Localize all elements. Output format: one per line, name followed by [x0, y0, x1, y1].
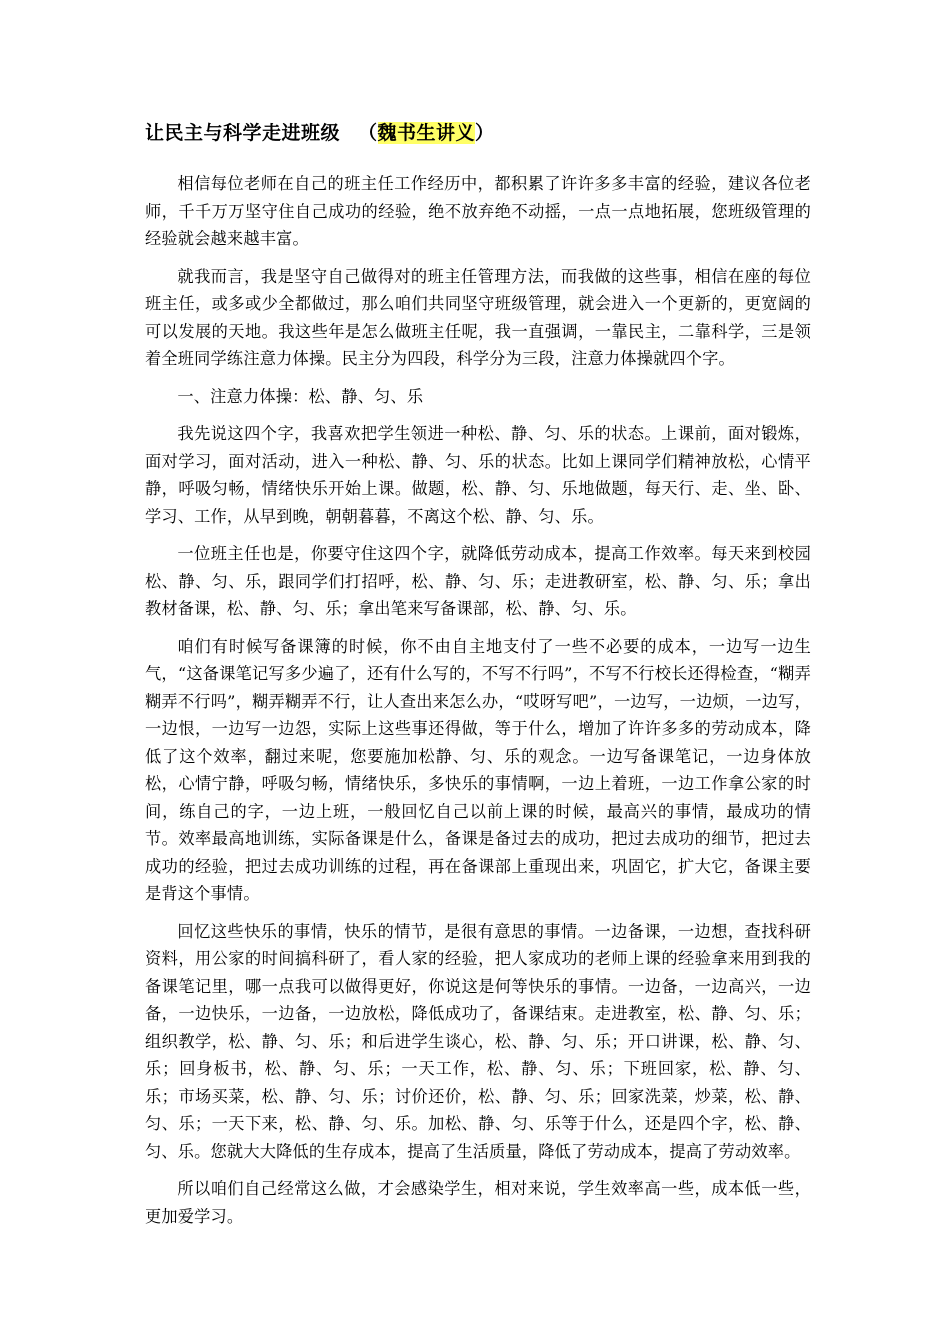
title-close-paren: ） — [475, 122, 495, 144]
paragraph-2: 就我而言，我是坚守自己做得对的班主任管理方法，而我做的这些事，相信在座的每位班主任，或多或少全都做过，那么咱们共同坚守班级管理，就会进入一个更新的，更宽阔的可以发展的天地。我这些年是怎么做班主任呢，我一直强调，一靠民主，二靠科学，三是领着全班同学练注意力体操。民主分为四段，科学分为三段，注意力体操就四个字。 — [145, 266, 811, 368]
document-page — [145, 118, 811, 1240]
paragraph-3: 我先说这四个字，我喜欢把学生领进一种松、静、匀、乐的状态。上课前，面对锻炼，面对学习，面对活动，进入一种松、静、匀、乐的状态。比如上课同学们精神放松，心情平静，呼吸匀畅，情绪快乐开始上课。做题，松、静、匀、乐地做题，每天行、走、坐、卧、学习、工作，从早到晚，朝朝暮暮，不离这个松、静、匀、乐。 — [145, 424, 811, 526]
paragraph-1: 相信每位老师在自己的班主任工作经历中，都积累了许许多多丰富的经验，建议各位老师，千千万万坚守住自己成功的经验，绝不放弃绝不动摇，一点一点地拓展，您班级管理的经验就会越来越丰富。 — [145, 174, 811, 248]
paragraph-7: 所以咱们自己经常这么做，才会感染学生，相对来说，学生效率高一些，成本低一些，更加爱学习。 — [145, 1179, 811, 1226]
paragraph-6: 回忆这些快乐的事情，快乐的情节，是很有意思的事情。一边备课，一边想，查找科研资料，用公家的时间搞科研了，看人家的经验，把人家成功的老师上课的经验拿来用到我的备课笔记里，哪一点我可以做得更好，你说这是何等快乐的事情。一边备，一边高兴，一边备，一边快乐，一边备，一边放松，降低成功了，备课结束。走进教室，松、静、匀、乐；组织教学，松、静、匀、乐；和后进学生谈心，松、静、匀、乐；开口讲课，松、静、匀、乐；回身板书，松、静、匀、乐；一天工作，松、静、匀、乐；下班回家，松、静、匀、乐；市场买菜，松、静、匀、乐；讨价还价，松、静、匀、乐；回家洗菜，炒菜，松、静、匀、乐；一天下来，松、静、匀、乐。加松、静、匀、乐等于什么，还是四个字，松、静、匀、乐。您就大大降低的生存成本，提高了生活质量，降低了劳动成本，提高了劳动效率。 — [145, 921, 811, 1161]
title-lecturer-highlight: 魏书生讲义 — [377, 122, 476, 144]
title-open-paren: （ — [358, 122, 378, 144]
title-main: 让民主与科学走进班级 — [145, 122, 341, 144]
paragraph-4: 一位班主任也是，你要守住这四个字，就降低劳动成本，提高工作效率。每天来到校园松、静、匀、乐，跟同学们打招呼，松、静、匀、乐；走进教研室，松、静、匀、乐；拿出教材备课，松、静、匀、乐；拿出笔来写备课部，松、静、匀、乐。 — [145, 544, 811, 618]
section-heading-attention-exercise: 一、注意力体操：松、静、匀、乐 — [177, 386, 424, 406]
document-title — [145, 118, 811, 148]
paragraph-5: 咱们有时候写备课簿的时候，你不由自主地支付了一些不必要的成本，一边写一边生气，“这备课笔记写多少遍了，还有什么写的，不写不行吗”，不写不行校长还得检查，“糊弄糊弄不行吗”，糊弄糊弄不行，让人查出来怎么办，“哎呀写吧”，一边写，一边烦，一边写，一边恨，一边写一边怨，实际上这些事还得做，等于什么，增加了许许多多的劳动成本，降低了这个效率，翻过来呢，您要施加松静、匀、乐的观念。一边写备课笔记，一边身体放松，心情宁静，呼吸匀畅，情绪快乐，多快乐的事情啊，一边上着班，一边工作拿公家的时间，练自己的字，一边上班，一般回忆自己以前上课的时候，最高兴的事情，最成功的情节。效率最高地训练，实际备课是什么，备课是备过去的成功，把过去成功的细节，把过去成功的经验，把过去成功训练的过程，再在备课部上重现出来，巩固它，扩大它，备课主要是背这个事情。 — [145, 636, 811, 903]
